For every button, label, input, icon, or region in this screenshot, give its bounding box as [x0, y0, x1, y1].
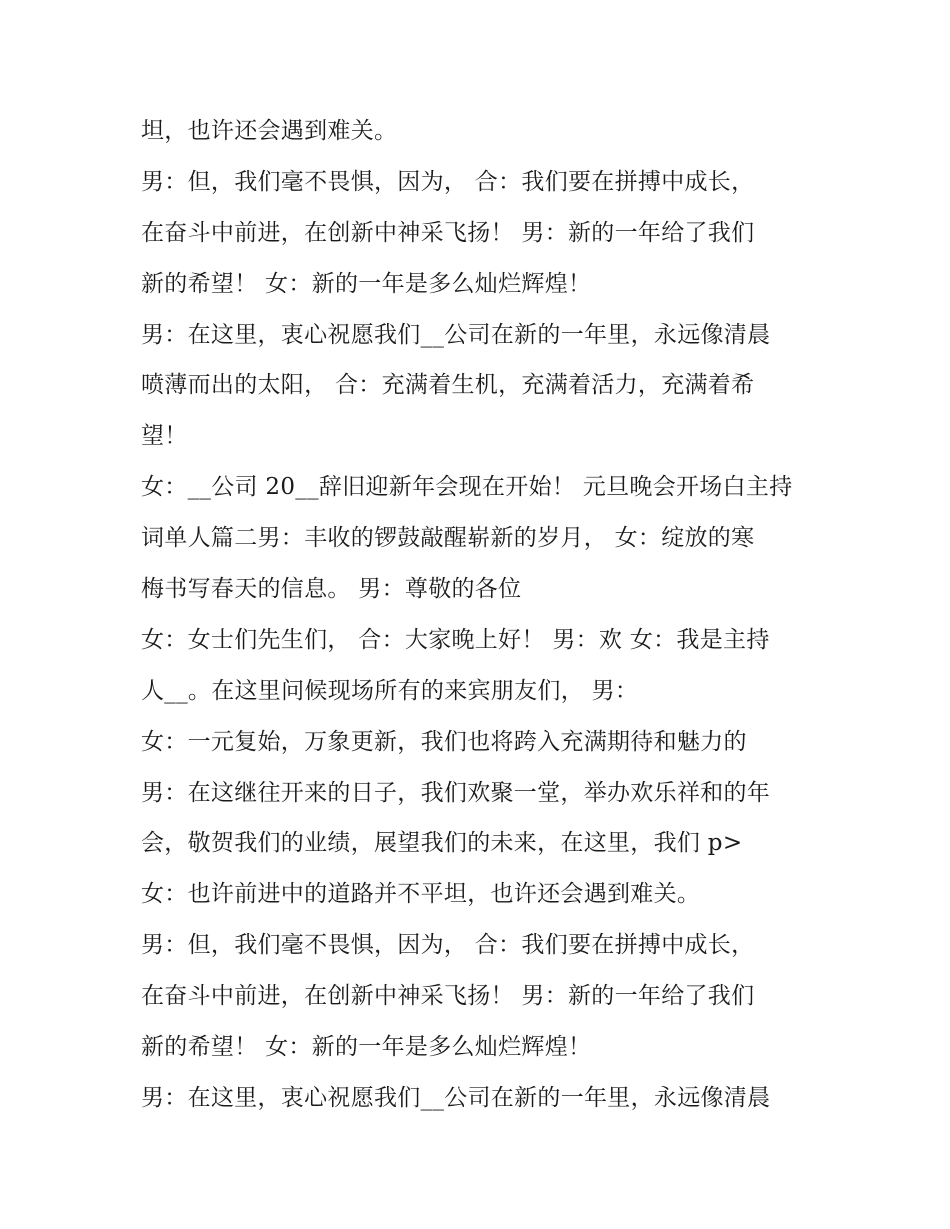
text-line: 男：在这继往开来的日子，我们欢聚一堂，举办欢乐祥和的年 — [141, 779, 771, 806]
text-line: 男：但，我们毫不畏惧，因为， 合：我们要在拼搏中成长， — [141, 168, 755, 195]
text-line: 坦，也许还会遇到难关。 — [141, 118, 398, 144]
text-line: 女：一元复始，万象更新，我们也将跨入充满期待和魅力的 — [141, 728, 747, 755]
text-line: 女：__公司 20__辞旧迎新年会现在开始！ 元旦晚会开场白主持 — [141, 474, 793, 501]
text-line: 词单人篇二男：丰收的锣鼓敲醒崭新的岁月， 女：绽放的寒 — [141, 525, 755, 552]
text-line: 梅书写春天的信息。 男：尊敬的各位 — [141, 576, 522, 603]
text-line: 男：但，我们毫不畏惧，因为， 合：我们要在拼搏中成长， — [141, 932, 755, 959]
text-line: 男：在这里，衷心祝愿我们__公司在新的一年里，永远像清晨 — [141, 321, 771, 348]
text-line: 喷薄而出的太阳， 合：充满着生机，充满着活力，充满着希 — [141, 372, 755, 399]
text-line: 男：在这里，衷心祝愿我们__公司在新的一年里，永远像清晨 — [141, 1084, 771, 1111]
text-line: 新的希望！ 女：新的一年是多么灿烂辉煌！ — [141, 270, 592, 297]
text-line: 女：女士们先生们， 合：大家晚上好！ 男：欢 女：我是主持 — [141, 626, 770, 653]
text-line: 在奋斗中前进，在创新中神采飞扬！ 男：新的一年给了我们 — [141, 983, 755, 1010]
text-line: 新的希望！ 女：新的一年是多么灿烂辉煌！ — [141, 1034, 592, 1061]
text-line: 女：也许前进中的道路并不平坦，也许还会遇到难关。 — [141, 881, 701, 908]
document-body — [141, 106, 841, 1124]
text-line: 人__。在这里问候现场所有的来宾朋友们， 男： — [141, 677, 639, 704]
text-line: 会，敬贺我们的业绩，展望我们的未来，在这里，我们 p> — [141, 830, 743, 857]
text-line: 在奋斗中前进，在创新中神采飞扬！ 男：新的一年给了我们 — [141, 219, 755, 246]
text-line: 望！ — [141, 423, 188, 450]
